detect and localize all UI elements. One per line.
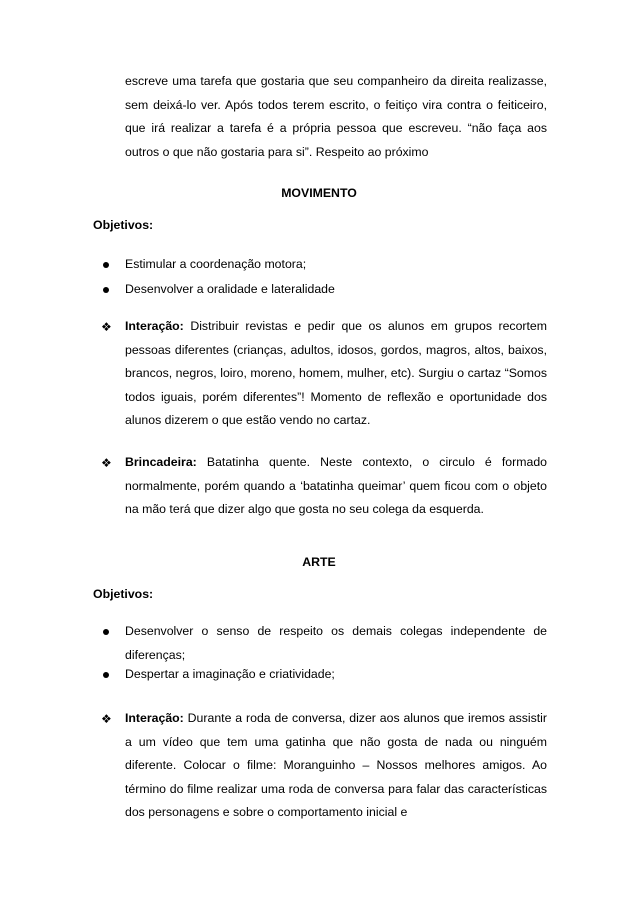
objetivos-label-movimento: Objetivos:	[93, 218, 154, 232]
bullet-dot-icon	[103, 287, 109, 293]
brincadeira-paragraph	[125, 451, 547, 522]
interacao-text-movimento: Distribuir revistas e pedir que os alunos em grupos recortem pessoas diferentes (crianças, adultos, idosos, gordos, magros, altos, baixos, brancos, negros, loiro, moreno, homem, mulher, etc). Surgiu o cartaz “Somos todos iguais, porém diferentes”! Momento de reflexão e oportunidade dos alunos dizerem o que estão vendo no cartaz.	[125, 319, 547, 427]
bullet-dot-icon	[103, 262, 109, 268]
diamond-bullet-icon: ❖	[101, 712, 112, 726]
bullet-item-arte-1: Desenvolver o senso de respeito os demais colegas independente de diferenças;	[125, 624, 547, 662]
bullet-item-movimento-2: Desenvolver a oralidade e lateralidade	[125, 282, 335, 296]
bullet-dot-icon	[103, 629, 109, 635]
interacao-label-movimento: Interação:	[125, 319, 184, 333]
interacao-paragraph-movimento	[125, 315, 547, 433]
brincadeira-label: Brincadeira:	[125, 455, 197, 469]
objetivos-label-arte: Objetivos:	[93, 587, 154, 601]
diamond-bullet-icon: ❖	[101, 456, 112, 470]
interacao-text-arte: Durante a roda de conversa, dizer aos alunos que iremos assistir a um vídeo que tem uma gatinha que não gosta de nada ou ninguém diferente. Colocar o filme: Moranguinho – Nossos melhores amigos. Ao término do filme realizar uma roda de conversa para falar das características dos personagens e sobre o comportamento inicial e	[125, 711, 548, 819]
interacao-paragraph-arte	[125, 707, 547, 825]
bullet-item-arte-2: Despertar a imaginação e criatividade;	[125, 667, 335, 681]
diamond-bullet-icon: ❖	[101, 320, 112, 334]
bullet-item-movimento-1: Estimular a coordenação motora;	[125, 257, 307, 271]
section-heading-arte: ARTE	[302, 555, 336, 569]
section-heading-movimento: MOVIMENTO	[281, 186, 357, 200]
interacao-label-arte: Interação:	[125, 711, 184, 725]
bullet-dot-icon	[103, 672, 109, 678]
intro-paragraph: escreve uma tarefa que gostaria que seu companheiro da direita realizasse, sem deixá-lo ver. Após todos terem escrito, o feitiço vira contra o feiticeiro, que irá realizar a tarefa é a própria pessoa que escreveu. “não faça aos outros o que não gostaria para si”. Respeito ao próximo	[125, 74, 547, 159]
brincadeira-text: Batatinha quente. Neste contexto, o circulo é formado normalmente, porém quando a ‘batatinha queimar’ quem ficou com o objeto na mão terá que dizer algo que gosta no seu colega da esquerda.	[125, 455, 547, 516]
